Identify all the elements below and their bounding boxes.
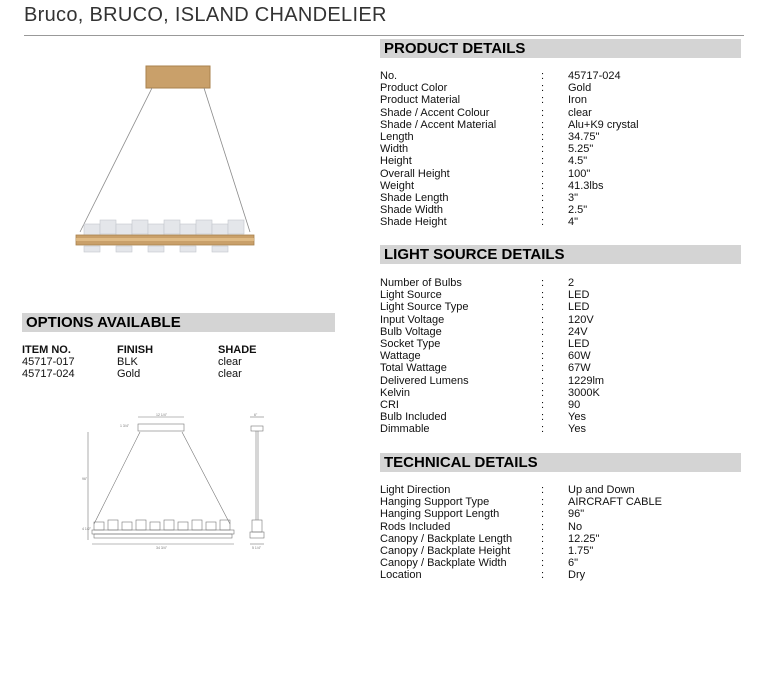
spec-label: Bulb Voltage: [380, 325, 442, 338]
spec-separator: :: [541, 350, 545, 363]
spec-label: Canopy / Backplate Length: [380, 532, 513, 545]
dim-side-width: 6": [254, 413, 258, 417]
spec-label: Wattage: [380, 350, 421, 363]
dim-canopy-height: 1 3/4": [120, 424, 130, 428]
spec-value: 41.3lbs: [568, 179, 604, 192]
spec-separator: :: [541, 362, 545, 375]
spec-label: Shade Length: [380, 191, 449, 204]
dim-body-height: 4 1/2": [82, 527, 92, 531]
page-title: Bruco, BRUCO, ISLAND CHANDELIER: [24, 4, 387, 26]
spec-separator: :: [541, 143, 545, 156]
spec-separator: :: [541, 557, 545, 570]
technical-details-header: TECHNICAL DETAILS: [380, 453, 741, 472]
spec-separator: :: [541, 532, 545, 545]
spec-value: Yes: [568, 411, 586, 424]
product-details-header: PRODUCT DETAILS: [380, 39, 741, 58]
spec-label: Product Material: [380, 94, 461, 107]
spec-label: Hanging Support Length: [380, 508, 500, 521]
spec-label: Kelvin: [380, 386, 410, 399]
spec-value: 24V: [568, 325, 588, 338]
dim-body-length: 34 3/4": [156, 546, 167, 550]
spec-separator: :: [541, 508, 545, 521]
spec-label: Light Source: [380, 289, 442, 302]
option-row-1-shade: clear: [218, 356, 242, 368]
spec-label: No.: [380, 70, 398, 82]
spec-value: 1229lm: [568, 374, 605, 387]
spec-label: Shade Width: [380, 204, 443, 217]
options-available-header: OPTIONS AVAILABLE: [22, 313, 335, 332]
option-row-1-item: 45717-017: [22, 356, 75, 368]
spec-label: Shade / Accent Colour: [380, 106, 490, 119]
spec-value: 3": [568, 191, 579, 204]
spec-label: Length: [380, 130, 414, 143]
dim-canopy-length: 12 1/4": [156, 413, 167, 417]
spec-label: Bulb Included: [380, 411, 447, 424]
option-row-2-finish: Gold: [117, 368, 141, 380]
spec-value: 45717-024: [568, 70, 621, 82]
option-row-2-item: 45717-024: [22, 368, 75, 380]
spec-separator: :: [541, 106, 545, 119]
spec-separator: :: [541, 216, 545, 229]
options-col-shade: SHADE: [218, 344, 257, 356]
spec-value: 60W: [568, 350, 591, 363]
spec-label: Number of Bulbs: [380, 277, 462, 289]
spec-separator: :: [541, 82, 545, 95]
product-photo: [70, 64, 260, 254]
spec-value: 34.75": [568, 130, 600, 143]
spec-label: Shade / Accent Material: [380, 118, 497, 131]
spec-label: Rods Included: [380, 520, 451, 533]
title-divider: [24, 35, 744, 36]
light-source-details-header: LIGHT SOURCE DETAILS: [380, 245, 741, 264]
spec-value: 4.5": [568, 155, 588, 168]
spec-label: Product Color: [380, 82, 448, 95]
spec-label: CRI: [380, 398, 399, 411]
spec-value: Up and Down: [568, 484, 635, 496]
dim-side-base: 5 1/4": [252, 546, 262, 550]
spec-value: 90: [568, 398, 581, 411]
spec-separator: :: [541, 423, 545, 436]
canopy: [146, 66, 210, 88]
spec-separator: :: [541, 155, 545, 168]
options-col-item: ITEM NO.: [22, 344, 71, 356]
spec-label: Overall Height: [380, 167, 450, 180]
spec-label: Width: [380, 143, 409, 156]
spec-label: Canopy / Backplate Height: [380, 544, 511, 557]
spec-label: Dimmable: [380, 423, 430, 436]
spec-value: 2.5": [568, 204, 588, 217]
technical-drawing: [80, 412, 280, 552]
spec-separator: :: [541, 277, 545, 289]
spec-value: Alu+K9 crystal: [568, 118, 639, 131]
spec-value: 96": [568, 508, 585, 521]
spec-value: No: [568, 520, 583, 533]
spec-label: Shade Height: [380, 216, 447, 229]
option-row-1-finish: BLK: [117, 356, 138, 368]
spec-separator: :: [541, 411, 545, 424]
spec-label: Input Voltage: [380, 313, 445, 326]
spec-value: 4": [568, 216, 579, 229]
spec-separator: :: [541, 70, 545, 82]
spec-value: 2: [568, 277, 575, 289]
spec-value: clear: [568, 106, 592, 119]
spec-value: 67W: [568, 362, 591, 375]
spec-separator: :: [541, 325, 545, 338]
spec-label: Light Source Type: [380, 301, 469, 314]
spec-value: Yes: [568, 423, 586, 436]
spec-label: Light Direction: [380, 484, 451, 496]
dim-overall-height: 96": [82, 477, 88, 481]
spec-value: 100": [568, 167, 591, 180]
cable-right: [204, 88, 250, 232]
spec-separator: :: [541, 301, 545, 314]
spec-value: AIRCRAFT CABLE: [568, 496, 662, 509]
spec-separator: :: [541, 204, 545, 217]
spec-label: Socket Type: [380, 337, 441, 350]
cable-left: [80, 88, 152, 232]
spec-label: Total Wattage: [380, 362, 447, 375]
options-col-finish: FINISH: [117, 344, 154, 356]
spec-label: Hanging Support Type: [380, 496, 490, 509]
spec-label: Canopy / Backplate Width: [380, 557, 507, 570]
spec-separator: :: [541, 337, 545, 350]
spec-separator: :: [541, 520, 545, 533]
spec-value: 5.25": [568, 143, 594, 156]
spec-separator: :: [541, 94, 545, 107]
spec-separator: :: [541, 398, 545, 411]
spec-value: Gold: [568, 82, 592, 95]
spec-separator: :: [541, 569, 545, 582]
spec-separator: :: [541, 544, 545, 557]
spec-separator: :: [541, 179, 545, 192]
spec-label: Weight: [380, 179, 415, 192]
spec-value: 1.75": [568, 544, 594, 557]
spec-label: Delivered Lumens: [380, 374, 469, 387]
spec-separator: :: [541, 496, 545, 509]
spec-value: 3000K: [568, 386, 600, 399]
spec-value: LED: [568, 289, 590, 302]
spec-label: Location: [380, 569, 422, 582]
spec-value: Dry: [568, 569, 586, 582]
spec-separator: :: [541, 386, 545, 399]
spec-value: 6": [568, 557, 579, 570]
spec-separator: :: [541, 130, 545, 143]
spec-separator: :: [541, 118, 545, 131]
spec-label: Height: [380, 155, 412, 168]
option-row-2-shade: clear: [218, 368, 242, 380]
spec-value: 120V: [568, 313, 594, 326]
spec-value: LED: [568, 337, 590, 350]
spec-separator: :: [541, 313, 545, 326]
spec-value: 12.25": [568, 532, 600, 545]
spec-separator: :: [541, 289, 545, 302]
spec-separator: :: [541, 374, 545, 387]
spec-value: Iron: [568, 94, 587, 107]
spec-separator: :: [541, 167, 545, 180]
spec-value: LED: [568, 301, 590, 314]
spec-separator: :: [541, 484, 545, 496]
spec-separator: :: [541, 191, 545, 204]
